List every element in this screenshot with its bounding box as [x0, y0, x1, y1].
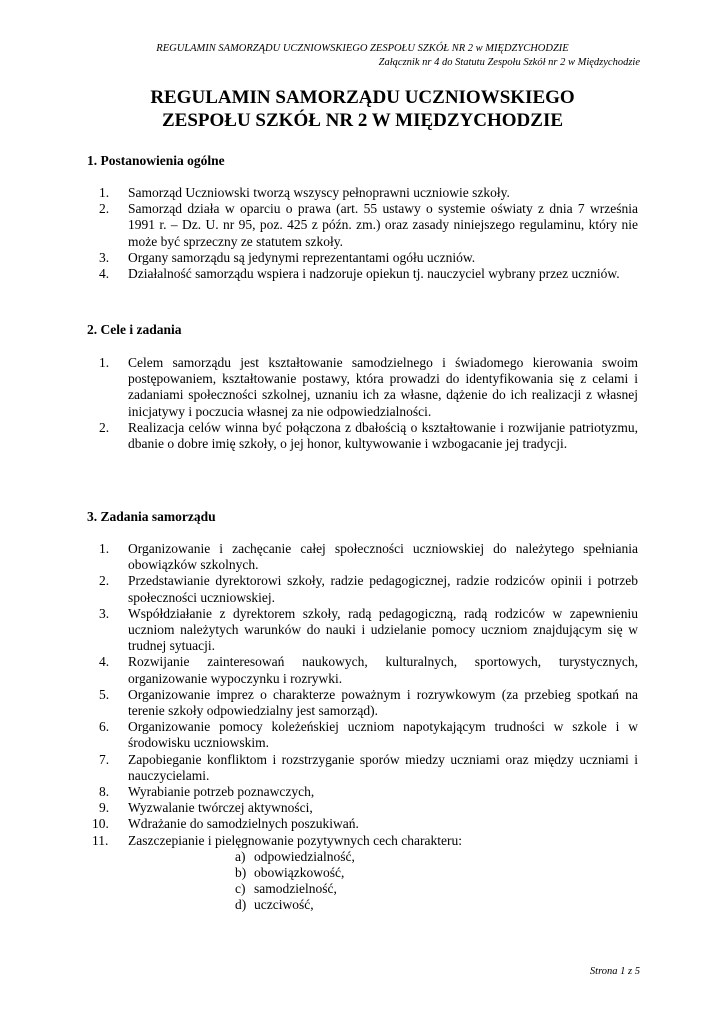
- item-number: 3.: [99, 249, 110, 265]
- list-item: [87, 800, 638, 816]
- list-item: [87, 654, 638, 686]
- item-text: Zapobieganie konfliktom i rozstrzyganie sporów miedzy uczniami oraz między uczniami i nauczycielami.: [128, 751, 638, 783]
- item-number: 3.: [99, 605, 110, 621]
- item-text: Celem samorządu jest kształtowanie samodzielnego i świadomego kierowania swoim postępowaniem, kształtowanie postawy, która prowadzi do identyfikowania się z celami i zadaniami społeczności szkolnej, uznaniu ich za własne, dążenie do ich realizacji z własnej inicjatywy i poczucia własnej za nie odpowiedzialności.: [128, 355, 638, 419]
- item-text: Wyzwalanie twórczej aktywności,: [128, 800, 313, 816]
- sub-item-text: obowiązkowość,: [254, 865, 345, 881]
- item-text: Organizowanie pomocy koleżeńskiej uczniom napotykającym trudności w szkole i w środowisku uczniowskim.: [128, 719, 638, 751]
- item-number: 1.: [99, 541, 110, 556]
- item-number: 4.: [99, 266, 110, 282]
- sub-list-item: [128, 881, 638, 897]
- sub-item-text: odpowiedzialność,: [254, 848, 355, 864]
- item-text: Rozwijanie zainteresowań naukowych, kulturalnych, sportowych, turystycznych, organizowanie wypoczynku i rozrywki.: [128, 654, 638, 686]
- sub-item-letter: b): [235, 865, 247, 881]
- item-number: 2.: [99, 419, 110, 435]
- item-number: 8.: [99, 784, 110, 800]
- list-item: [87, 541, 638, 573]
- title-line-1: REGULAMIN SAMORZĄDU UCZNIOWSKIEGO: [150, 87, 575, 108]
- list-item: [87, 784, 638, 800]
- list-item: [87, 833, 638, 914]
- item-number: 2.: [99, 573, 110, 589]
- item-number: 10.: [92, 816, 109, 832]
- section-2-list: [87, 355, 638, 452]
- list-item: [87, 266, 638, 282]
- item-text: Samorząd działa w oparciu o prawa (art. 55 ustawy o systemie oświaty z dnia 7 września 1991 r. – Dz. U. nr 95, poz. 425 z późn. zm.) oraz zasady niniejszego regulaminu, który nie może być sprzeczny ze statutem szkoły.: [128, 201, 638, 249]
- list-item: [87, 752, 638, 784]
- item-number: 6.: [99, 719, 110, 735]
- item-number: 7.: [99, 751, 110, 767]
- document-title: [0, 86, 725, 132]
- list-item: [87, 816, 638, 832]
- running-header-title: REGULAMIN SAMORZĄDU UCZNIOWSKIEGO ZESPOŁU SZKÓŁ NR 2 w MIĘDZYCHODZIE: [156, 43, 569, 54]
- item-number: 4.: [99, 654, 110, 670]
- item-text: Wyrabianie potrzeb poznawczych,: [128, 784, 315, 800]
- section-3-list: [87, 541, 638, 914]
- item-text: Samorząd Uczniowski tworzą wszyscy pełnoprawni uczniowie szkoły.: [128, 185, 510, 200]
- item-text: Zaszczepianie i pielęgnowanie pozytywnych cech charakteru:: [128, 832, 462, 848]
- item-text: Realizacja celów winna być połączona z dbałością o kształtowanie i rozwijanie patriotyzmu, dbanie o dobre imię szkoły, o jej honor, kultywowanie i wzbogacanie jej tradycji.: [128, 419, 638, 452]
- sub-list-item: [128, 865, 638, 881]
- section-heading-tasks: 3. Zadania samorządu: [87, 509, 216, 524]
- sub-item-letter: d): [235, 897, 247, 913]
- item-number: 2.: [99, 201, 110, 217]
- item-text: Organizowanie i zachęcanie całej społeczności uczniowskiej do należytego spełniania obowiązków szkolnych.: [128, 541, 638, 573]
- list-item: [87, 355, 638, 420]
- item-text: Wdrażanie do samodzielnych poszukiwań.: [128, 816, 359, 832]
- sub-item-letter: a): [235, 848, 246, 864]
- list-item: [87, 687, 638, 719]
- list-item: [87, 719, 638, 751]
- item-text: Przedstawianie dyrektorowi szkoły, radzie pedagogicznej, radzie rodziców opinii i potrzeb społeczności uczniowskiej.: [128, 573, 638, 605]
- section-1-list: [87, 185, 638, 282]
- running-header-attachment: Załącznik nr 4 do Statutu Zespołu Szkół nr 2 w Międzychodzie: [378, 57, 640, 68]
- title-line-2: ZESPOŁU SZKÓŁ NR 2 W MIĘDZYCHODZIE: [161, 110, 564, 131]
- page-number-footer: Strona 1 z 5: [589, 966, 640, 977]
- list-item: [87, 185, 638, 201]
- list-item: [87, 201, 638, 250]
- item-text: Działalność samorządu wspiera i nadzoruje opiekun tj. nauczyciel wybrany przez uczniów.: [128, 266, 620, 282]
- sub-list-item: [128, 897, 638, 913]
- character-traits-list: [128, 849, 638, 914]
- item-number: 1.: [99, 355, 110, 370]
- list-item: [87, 250, 638, 266]
- sub-item-text: samodzielność,: [254, 881, 337, 897]
- sub-list-item: [128, 849, 638, 865]
- item-text: Organizowanie imprez o charakterze poważnym i rozrywkowym (za przebieg spotkań na terenie szkoły odpowiedzialny jest samorząd).: [128, 686, 638, 719]
- list-item: [87, 420, 638, 452]
- item-text: Współdziałanie z dyrektorem szkoły, radą pedagogiczną, radą rodziców w zapewnieniu uczniom należytych warunków do nauki i udzielanie pomocy uczniom znajdującym się w trudnej sytuacji.: [128, 605, 638, 654]
- item-text: Organy samorządu są jedynymi reprezentantami ogółu uczniów.: [128, 249, 476, 265]
- item-number: 11.: [92, 832, 109, 848]
- section-heading-general: 1. Postanowienia ogólne: [87, 153, 225, 168]
- item-number: 5.: [99, 686, 110, 702]
- list-item: [87, 573, 638, 605]
- sub-item-letter: c): [235, 881, 246, 897]
- sub-item-text: uczciwość,: [254, 897, 314, 913]
- list-item: [87, 606, 638, 655]
- item-number: 9.: [99, 800, 110, 816]
- item-number: 1.: [99, 185, 110, 200]
- section-heading-goals: 2. Cele i zadania: [87, 322, 182, 337]
